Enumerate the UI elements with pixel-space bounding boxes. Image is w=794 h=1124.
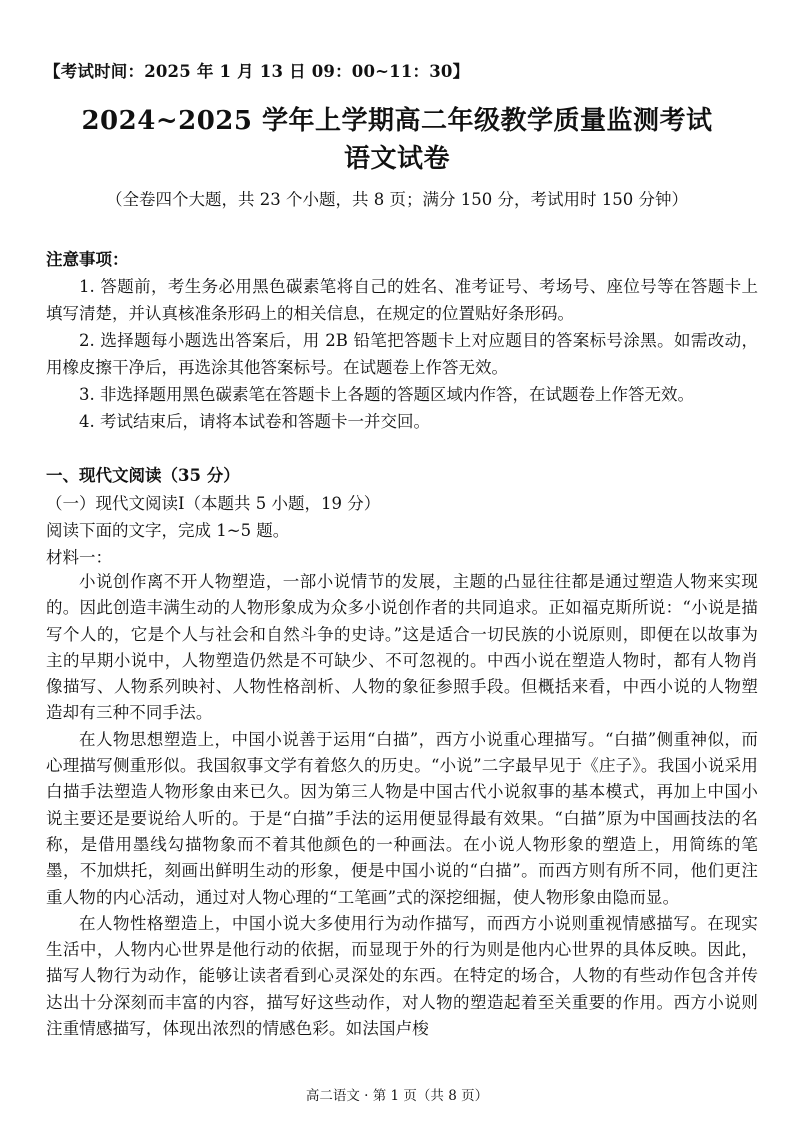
notice-item: 2. 选择题每小题选出答案后，用 2B 铅笔把答题卡上对应题目的答案标号涂黑。如需改动，用橡皮擦干净后，再选涂其他答案标号。在试题卷上作答无效。 [46,331,758,377]
page-footer: 高二语文 · 第 1 页（共 8 页） [305,1088,489,1104]
passage-paragraph: 在人物性格塑造上，中国小说大多使用行为动作描写，而西方小说则重视情感描写。在现实生活中，人物内心世界是他行动的依据，而显现于外的行为则是他内心世界的具体反映。因此，描写人物行为动作，能够让读者看到心灵深处的东西。在特定的场合，人物的有些动作包含并传达出十分深刻而丰富的内容，描写好这些动作，对人物的塑造起着至关重要的作用。西方小说则注重情感描写，体现出浓烈的情感色彩。如法国卢梭 [46,913,758,1039]
material-label: 材料一： [46,548,112,567]
passage-paragraph: 在人物思想塑造上，中国小说善于运用“白描”，西方小说重心理描写。“白描”侧重神似，而心理描写侧重形似。我国叙事文学有着悠久的历史。“小说”二字最早见于《庄子》。我国小说采用白描手法塑造人物形象由来已久。因为第三人物是中国古代小说叙事的基本模式，再加上中国小说主要还是要说给人听的。于是“白描”手法的运用便显得最有效果。“白描”原为中国画技法的名称，是借用墨线勾描物象而不着其他颜色的一种画法。在小说人物形象的塑造上，用简练的笔墨，不加烘托，刻画出鲜明生动的形象，便是中国小说的“白描”。而西方则有所不同，他们更注重人物的内心活动，通过对人物心理的“工笔画”式的深挖细掘，使人物形象由隐而显。 [46,729,758,907]
reading-instruction: 阅读下面的文字，完成 1~5 题。 [46,521,290,540]
notice-item: 3. 非选择题用黑色碳素笔在答题卡上各题的答题区域内作答，在试题卷上作答无效。 [79,385,694,404]
section-heading: 一、现代文阅读（35 分） [46,466,240,485]
notice-list [46,273,758,435]
notice-item: 4. 考试结束后，请将本试卷和答题卡一并交回。 [79,412,430,431]
passage-paragraph: 小说创作离不开人物塑造，一部小说情节的发展，主题的凸显往往都是通过塑造人物来实现的。因此创造丰满生动的人物形象成为众多小说创作者的共同追求。正如福克斯所说：“小说是描写个人的，它是个人与社会和自然斗争的史诗。”这是适合一切民族的小说原则，即便在以故事为主的早期小说中，人物塑造仍然是不可缺少、不可忽视的。中西小说在塑造人物时，都有人物肖像描写、人物系列映衬、人物性格剖析、人物的象征参照手段。但概括来看，中西小说的人物塑造却有三种不同手法。 [46,572,758,723]
reading-passage [46,569,758,1042]
exam-time: 【考试时间：2025 年 1 月 13 日 09：00~11：30】 [44,62,470,81]
exam-info: （全卷四个大题，共 23 个小题，共 8 页；满分 150 分，考试用时 150 分钟） [106,190,688,209]
paper-subject-title: 语文试卷 [343,144,450,174]
notice-heading: 注意事项： [46,250,129,269]
exam-title: 2024~2025 学年上学期高二年级教学质量监测考试 [81,106,713,136]
notice-item: 1. 答题前，考生务必用黑色碳素笔将自己的姓名、准考证号、考场号、座位号等在答题卡上填写清楚，并认真核准条形码上的相关信息，在规定的位置贴好条形码。 [46,277,758,323]
subsection-heading: （一）现代文阅读Ⅰ（本题共 5 小题，19 分） [46,494,381,513]
